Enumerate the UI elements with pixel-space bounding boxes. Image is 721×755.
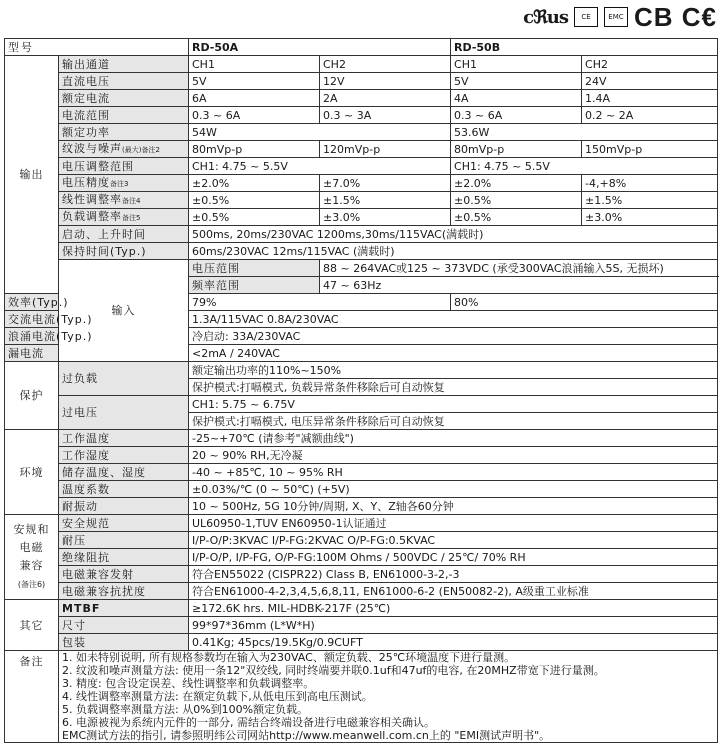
cell: 120mVp-p [320, 141, 451, 158]
table-row [5, 73, 718, 90]
channel-label: 输出通道 [59, 56, 189, 73]
eff-label: 效率(Typ.) [5, 294, 59, 311]
cell: 60ms/230VAC 12ms/115VAC (满载时) [189, 243, 718, 260]
safety-group-text: 安规和 电磁 兼容 [13, 522, 50, 572]
spec-table [4, 38, 718, 743]
cell: 冷启动: 33A/230VAC [189, 328, 718, 345]
vib-label: 耐振动 [59, 498, 189, 515]
op-hum-label: 工作湿度 [59, 447, 189, 464]
cell: 80mVp-p [189, 141, 320, 158]
accuracy-note: 备注3 [110, 179, 129, 188]
model-label: 型号 [5, 39, 189, 56]
rise-label: 启动、上升时间 [59, 226, 189, 243]
note-line: 1. 如未特别说明, 所有规格参数均在输入为230VAC、额定负载、25℃环境温度下进行量测。 [62, 651, 516, 664]
cell: -25~+70℃ (请参考"减额曲线") [189, 430, 718, 447]
table-row [5, 566, 718, 583]
table-row [5, 175, 718, 192]
cell: ±3.0% [582, 209, 718, 226]
cell: 1.3A/115VAC 0.8A/230VAC [189, 311, 718, 328]
table-row [5, 481, 718, 498]
cell: 2A [320, 90, 451, 107]
line-reg-label [59, 192, 189, 209]
mtbf-label: MTBF [59, 600, 189, 617]
other-group-label: 其它 [5, 600, 59, 651]
cell: ±2.0% [189, 175, 320, 192]
notes-cell [59, 651, 718, 743]
safety-group-label [5, 515, 59, 600]
table-row [5, 107, 718, 124]
cell: 保护模式:打嗝模式, 电压异常条件移除后可自动恢复 [189, 413, 718, 430]
table-row [5, 498, 718, 515]
note-line: 2. 纹波和噪声测量方法: 使用一条12"双绞线, 同时终端要并联0.1uf和47uf的电容, 在20MHZ带宽下进行量测。 [62, 664, 605, 677]
table-row [5, 464, 718, 481]
protect-group-label: 保护 [5, 362, 59, 430]
note-line: 6. 电源被视为系统内元件的一部分, 需结合终端设备进行电磁兼容相关确认。 [62, 716, 435, 729]
cell: ±0.5% [189, 192, 320, 209]
cell: 500ms, 20ms/230VAC 1200ms,30ms/115VAC(满载时) [189, 226, 718, 243]
cell: 53.6W [451, 124, 718, 141]
cell: 47 ~ 63Hz [320, 277, 718, 294]
table-row [5, 447, 718, 464]
ul-cert-logo: cℜus [523, 6, 568, 28]
table-row [5, 124, 718, 141]
cell: ±1.5% [320, 192, 451, 209]
cell: CH2 [582, 56, 718, 73]
safety-group-note: (备注6) [17, 579, 46, 589]
cell: 88 ~ 264VAC或125 ~ 373VDC (承受300VAC浪涌输入5S, 无损坏) [320, 260, 718, 277]
cell: 符合EN55022 (CISPR22) Class B, EN61000-3-2,-3 [189, 566, 718, 583]
cell: ±3.0% [320, 209, 451, 226]
cell: 24V [582, 73, 718, 90]
table-row [5, 158, 718, 175]
ce-cert-box: CE [574, 7, 598, 27]
cell: 6A [189, 90, 320, 107]
line-reg-note: 备注4 [122, 196, 141, 205]
accuracy-label-text: 电压精度 [62, 175, 110, 189]
model-row [5, 39, 718, 56]
cell: 1.4A [582, 90, 718, 107]
ripple-label-text: 纹波与噪声 [62, 141, 122, 155]
hold-label: 保持时间(Typ.) [59, 243, 189, 260]
cell: ±0.5% [189, 209, 320, 226]
cell: 符合EN61000-4-2,3,4,5,6,8,11, EN61000-6-2 (EN50082-2), A级重工业标准 [189, 583, 718, 600]
cell: 5V [451, 73, 582, 90]
load-reg-label [59, 209, 189, 226]
table-row [5, 56, 718, 73]
cell: ±2.0% [451, 175, 582, 192]
table-row [5, 549, 718, 566]
cell: CH2 [320, 56, 451, 73]
cell: 5V [189, 73, 320, 90]
cell: ±7.0% [320, 175, 451, 192]
cell: -40 ~ +85℃, 10 ~ 95% RH [189, 464, 718, 481]
table-row [5, 141, 718, 158]
cell: 10 ~ 500Hz, 5G 10分钟/周期, X、Y、Z轴各60分钟 [189, 498, 718, 515]
overload-label: 过负载 [59, 362, 189, 396]
table-row [5, 515, 718, 532]
table-row [5, 634, 718, 651]
leak-label: 漏电流 [5, 345, 59, 362]
rated-power-label: 额定功率 [59, 124, 189, 141]
cell: UL60950-1,TUV EN60950-1认证通过 [189, 515, 718, 532]
pack-label: 包装 [59, 634, 189, 651]
cell: ±0.03%/℃ (0 ~ 50℃) (+5V) [189, 481, 718, 498]
cb-ce-cert-logo: CB C€ [633, 1, 717, 32]
size-label: 尺寸 [59, 617, 189, 634]
cell: I/P-O/P:3KVAC I/P-FG:2KVAC O/P-FG:0.5KVAC [189, 532, 718, 549]
cell: 0.41Kg; 45pcs/19.5Kg/0.9CUFT [189, 634, 718, 651]
cell: 99*97*36mm (L*W*H) [189, 617, 718, 634]
cell: CH1: 5.75 ~ 6.75V [189, 396, 718, 413]
emi-label: 电磁兼容发射 [59, 566, 189, 583]
cell: CH1 [189, 56, 320, 73]
iso-label: 绝缘阻抗 [59, 549, 189, 566]
cell: ±0.5% [451, 192, 582, 209]
cell: 额定输出功率的110%~150% [189, 362, 718, 379]
temp-coef-label: 温度系数 [59, 481, 189, 498]
ac-current-label: 交流电流(Typ.) [5, 311, 59, 328]
cell: 150mVp-p [582, 141, 718, 158]
cell: CH1: 4.75 ~ 5.5V [189, 158, 451, 175]
withstand-label: 耐压 [59, 532, 189, 549]
cell: I/P-O/P, I/P-FG, O/P-FG:100M Ohms / 500VDC / 25℃/ 70% RH [189, 549, 718, 566]
ripple-label [59, 141, 189, 158]
ems-label: 电磁兼容抗扰度 [59, 583, 189, 600]
load-reg-label-text: 负载调整率 [62, 209, 122, 223]
cell: 12V [320, 73, 451, 90]
cell: 保护模式:打嗝模式, 负载异常条件移除后可自动恢复 [189, 379, 718, 396]
rated-current-label: 额定电流 [59, 90, 189, 107]
accuracy-label [59, 175, 189, 192]
model-b: RD-50B [451, 39, 718, 56]
table-row [5, 532, 718, 549]
cell: CH1: 4.75 ~ 5.5V [451, 158, 718, 175]
table-row [5, 90, 718, 107]
dc-voltage-label: 直流电压 [59, 73, 189, 90]
note-line: 3. 精度: 包含设定误差、线性调整率和负载调整率。 [62, 677, 315, 690]
table-row [5, 226, 718, 243]
emc-cert-box: EMC [604, 7, 628, 27]
table-row [5, 192, 718, 209]
op-temp-label: 工作温度 [59, 430, 189, 447]
table-row [5, 583, 718, 600]
cell: 0.3 ~ 6A [451, 107, 582, 124]
note-group-label: 备注 [5, 651, 59, 743]
cell: <2mA / 240VAC [189, 345, 718, 362]
freq-label: 频率范围 [189, 277, 320, 294]
cell: ±1.5% [582, 192, 718, 209]
table-row [5, 209, 718, 226]
cell: CH1 [451, 56, 582, 73]
table-row [5, 243, 718, 260]
cell: 0.3 ~ 6A [189, 107, 320, 124]
cell: ≥172.6K hrs. MIL-HDBK-217F (25℃) [189, 600, 718, 617]
certification-marks [523, 0, 717, 34]
table-row [5, 362, 718, 379]
load-reg-note: 备注5 [122, 213, 141, 222]
safety-std-label: 安全规范 [59, 515, 189, 532]
cell: 80% [451, 294, 718, 311]
cell: 4A [451, 90, 582, 107]
cell: 54W [189, 124, 451, 141]
cell: 80mVp-p [451, 141, 582, 158]
store-label: 储存温度、湿度 [59, 464, 189, 481]
adj-range-label: 电压调整范围 [59, 158, 189, 175]
line-reg-label-text: 线性调整率 [62, 192, 122, 206]
cell: ±0.5% [451, 209, 582, 226]
input-voltage-label: 电压范围 [189, 260, 320, 277]
table-row [5, 430, 718, 447]
model-a: RD-50A [189, 39, 451, 56]
inrush-label: 浪涌电流(Typ.) [5, 328, 59, 345]
output-group-label: 输出 [5, 56, 59, 294]
current-range-label: 电流范围 [59, 107, 189, 124]
table-row [5, 617, 718, 634]
cell: -4,+8% [582, 175, 718, 192]
notes-row [5, 651, 718, 743]
overvolt-label: 过电压 [59, 396, 189, 430]
note-line: 4. 线性调整率测量方法: 在额定负载下,从低电压到高电压测试。 [62, 690, 373, 703]
input-group-label: 输入 [59, 260, 189, 362]
ripple-note: (最大)备注2 [122, 145, 160, 154]
table-row [5, 260, 718, 277]
table-row [5, 600, 718, 617]
table-row [5, 396, 718, 413]
note-line: 5. 负载调整率测量方法: 从0%到100%额定负载。 [62, 703, 309, 716]
cell: 20 ~ 90% RH,无冷凝 [189, 447, 718, 464]
env-group-label: 环境 [5, 430, 59, 515]
note-line: EMC测试方法的指引, 请参照明纬公司网站http://www.meanwell.com.cn上的 "EMI测试声明书"。 [62, 729, 551, 742]
cell: 0.2 ~ 2A [582, 107, 718, 124]
cell: 0.3 ~ 3A [320, 107, 451, 124]
cell: 79% [189, 294, 451, 311]
